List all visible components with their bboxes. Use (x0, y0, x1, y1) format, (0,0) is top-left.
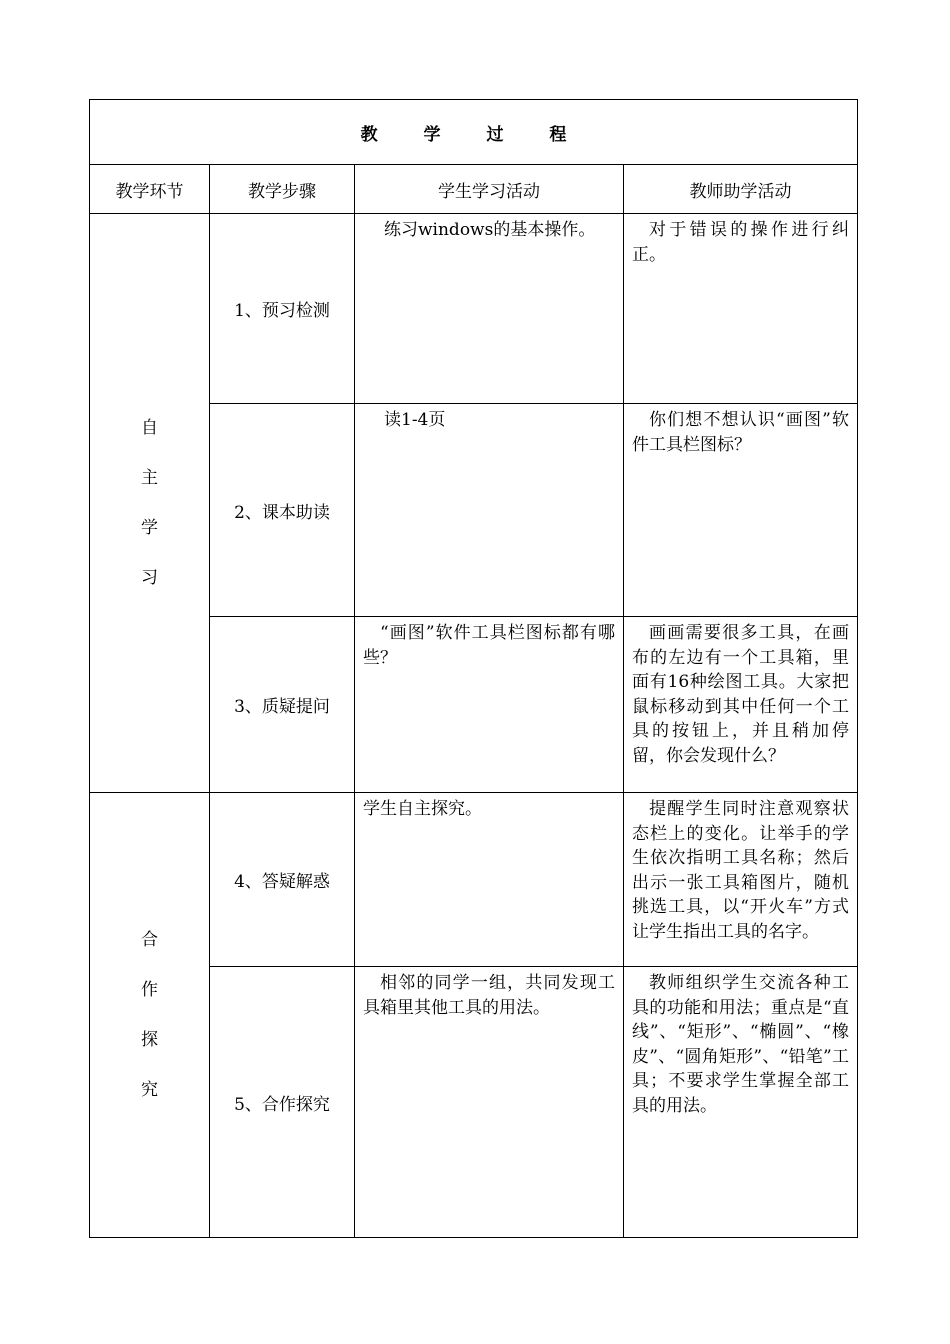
header-row (90, 165, 858, 214)
stage-char: 合 (141, 930, 158, 950)
teacher-activity-cell: 画画需要很多工具，在画布的左边有一个工具箱，里面有16种绘图工具。大家把鼠标移动到其中任何一个工具的按钮上，并且稍加停留，你会发现什么？ (624, 617, 858, 793)
student-activity-cell: 读1-4页 (355, 404, 624, 617)
teacher-activity-cell: 你们想不想认识“画图”软件工具栏图标？ (624, 404, 858, 617)
stage-char: 自 (141, 418, 158, 438)
teacher-activity-cell: 提醒学生同时注意观察状态栏上的变化。让举手的学生依次指明工具名称；然后出示一张工具箱图片，随机挑选工具，以“开火车”方式让学生指出工具的名字。 (624, 793, 858, 967)
header-stage: 教学环节 (90, 165, 210, 214)
header-student-activity: 学生学习活动 (355, 165, 624, 214)
student-activity-cell: 相邻的同学一组，共同发现工具箱里其他工具的用法。 (355, 967, 624, 1238)
table-row (90, 214, 858, 404)
stage-char: 作 (141, 980, 158, 1000)
step-cell: 3、质疑提问 (210, 617, 355, 793)
stage-char: 探 (141, 1030, 158, 1050)
step-cell: 1、预习检测 (210, 214, 355, 404)
stage-char: 习 (141, 568, 158, 588)
stage-self-study (90, 214, 210, 793)
step-cell: 2、课本助读 (210, 404, 355, 617)
stage-char: 学 (141, 518, 158, 538)
header-step: 教学步骤 (210, 165, 355, 214)
student-activity-cell: “画图”软件工具栏图标都有哪些？ (355, 617, 624, 793)
stage-char: 主 (141, 468, 158, 488)
stage-char: 究 (141, 1080, 158, 1100)
student-activity-cell: 练习windows的基本操作。 (355, 214, 624, 404)
step-cell: 4、答疑解惑 (210, 793, 355, 967)
student-activity-cell: 学生自主探究。 (355, 793, 624, 967)
teacher-activity-cell: 教师组织学生交流各种工具的功能和用法；重点是“直线”、“矩形”、“椭圆”、“橡皮”、“圆角矩形”、“铅笔”工具；不要求学生掌握全部工具的用法。 (624, 967, 858, 1238)
table-row (90, 793, 858, 967)
teaching-process-table (89, 99, 858, 1238)
stage-cooperative-inquiry (90, 793, 210, 1238)
table-title: 教 学 过 程 (90, 100, 858, 165)
step-cell: 5、合作探究 (210, 967, 355, 1238)
header-teacher-activity: 教师助学活动 (624, 165, 858, 214)
teacher-activity-cell: 对于错误的操作进行纠正。 (624, 214, 858, 404)
